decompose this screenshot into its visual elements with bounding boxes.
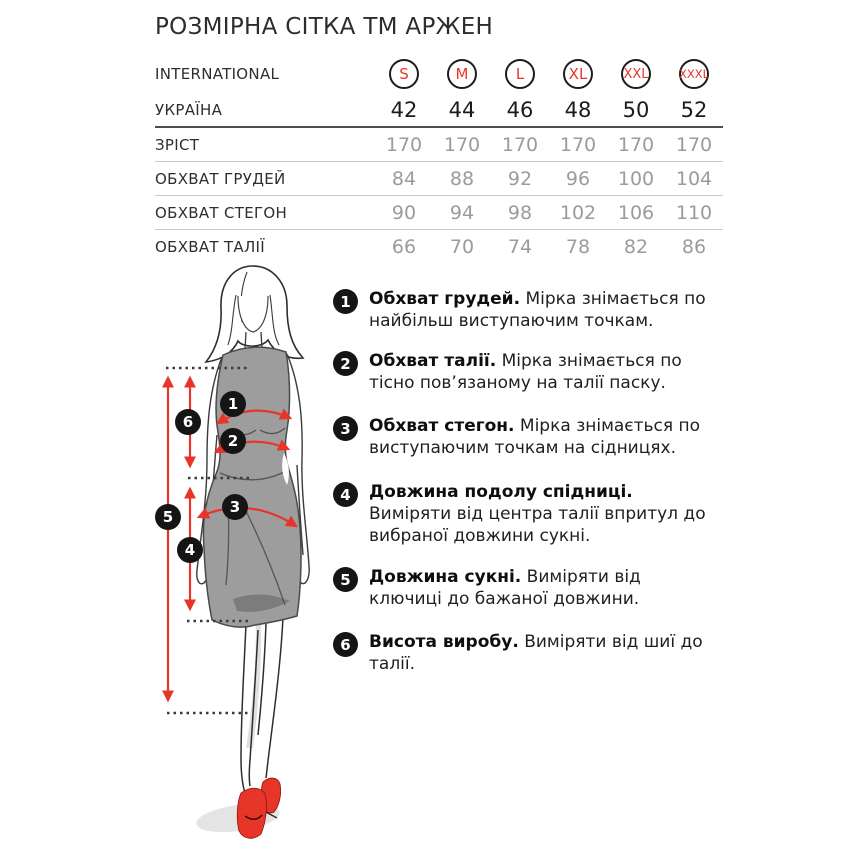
item-text: Виміряти від центра талії впритул до вибраної довжини сукні. xyxy=(369,504,706,546)
figure-badge-4-label: 4 xyxy=(184,541,196,559)
cell-value: 78 xyxy=(565,235,591,258)
cell-value: 110 xyxy=(675,201,713,224)
ukraine-size: 44 xyxy=(448,97,476,122)
ukraine-size: 46 xyxy=(506,97,534,122)
figure-badge-2-label: 2 xyxy=(227,432,239,450)
table-row-chest xyxy=(155,162,723,196)
cell-value: 170 xyxy=(675,133,713,156)
item-title: Довжина сукні. xyxy=(369,567,522,587)
intl-size-badge-s: S xyxy=(389,59,419,89)
cell-value: 170 xyxy=(385,133,423,156)
item-text: Виміряти від шиї до талії. xyxy=(369,632,703,674)
row-label: ЗРІСТ xyxy=(155,135,200,154)
row-label: ОБХВАТ ТАЛІЇ xyxy=(155,237,266,256)
cell-value: 106 xyxy=(617,201,655,224)
cell-value: 82 xyxy=(623,235,649,258)
item-number-badge: 1 xyxy=(333,289,358,314)
row-label: ОБХВАТ ГРУДЕЙ xyxy=(155,169,286,188)
table-row-ukraine xyxy=(155,93,723,128)
item-title: Довжина подолу спідниці. xyxy=(369,482,633,502)
cell-value: 92 xyxy=(507,167,533,190)
ukraine-size: 42 xyxy=(390,97,418,122)
measure-item-6 xyxy=(333,631,725,675)
cell-value: 74 xyxy=(507,235,533,258)
item-title: Обхват талії. xyxy=(369,351,497,371)
cell-value: 96 xyxy=(565,167,591,190)
cell-value: 90 xyxy=(391,201,417,224)
cell-value: 104 xyxy=(675,167,713,190)
table-row-international xyxy=(155,55,723,93)
cell-value: 70 xyxy=(449,235,475,258)
item-title: Висота виробу. xyxy=(369,632,519,652)
cell-value: 170 xyxy=(443,133,481,156)
shoe-front xyxy=(237,788,266,838)
figure-badge-6-label: 6 xyxy=(182,413,194,431)
row-label-international: INTERNATIONAL xyxy=(155,65,280,83)
cell-value: 98 xyxy=(507,201,533,224)
intl-size-badge-xl: XL xyxy=(563,59,593,89)
item-number-badge: 4 xyxy=(333,482,358,507)
cell-value: 88 xyxy=(449,167,475,190)
intl-size-badge-m: M xyxy=(447,59,477,89)
measurement-figure xyxy=(150,258,350,850)
measure-item-5 xyxy=(333,566,725,610)
leg-back xyxy=(258,617,283,778)
intl-size-badge-l: L xyxy=(505,59,535,89)
item-number-badge: 2 xyxy=(333,351,358,376)
ukraine-size: 50 xyxy=(622,97,650,122)
row-label-ukraine: УКРАЇНА xyxy=(155,100,223,119)
figure-badge-5-label: 5 xyxy=(162,508,174,526)
cell-value: 100 xyxy=(617,167,655,190)
ukraine-size: 48 xyxy=(564,97,592,122)
item-text: Мірка знімається по виступаючим точкам на сідницях. xyxy=(369,416,701,458)
intl-size-badge-xxxl: XXXL xyxy=(679,59,709,89)
item-text: Виміряти від ключиці до бажаної довжини. xyxy=(369,567,641,609)
cell-value: 102 xyxy=(559,201,597,224)
ukraine-size: 52 xyxy=(680,97,708,122)
item-title: Обхват грудей. xyxy=(369,289,521,309)
size-table xyxy=(155,55,723,263)
cell-value: 170 xyxy=(617,133,655,156)
cell-value: 66 xyxy=(391,235,417,258)
cell-value: 86 xyxy=(681,235,707,258)
table-row-hips xyxy=(155,196,723,230)
cell-value: 170 xyxy=(501,133,539,156)
page-title: РОЗМІРНА СІТКА ТМ АРЖЕН xyxy=(155,14,494,40)
cell-value: 170 xyxy=(559,133,597,156)
cell-value: 94 xyxy=(449,201,475,224)
intl-size-badge-xxl: XXL xyxy=(621,59,651,89)
measure-item-2 xyxy=(333,350,725,394)
item-number-badge: 6 xyxy=(333,632,358,657)
figure-badge-3-label: 3 xyxy=(229,498,241,516)
cell-value: 84 xyxy=(391,167,417,190)
figure-badge-1-label: 1 xyxy=(227,395,239,413)
item-number-badge: 5 xyxy=(333,567,358,592)
measure-item-4 xyxy=(333,481,725,547)
item-number-badge: 3 xyxy=(333,416,358,441)
table-row-height xyxy=(155,128,723,162)
dress xyxy=(203,347,301,627)
measure-item-1 xyxy=(333,288,725,332)
item-text: Мірка знімається по тісно пов’язаному на талії паску. xyxy=(369,351,682,393)
item-title: Обхват стегон. xyxy=(369,416,515,436)
measure-item-3 xyxy=(333,415,725,459)
item-text: Мірка знімається по найбільш виступаючим точкам. xyxy=(369,289,706,331)
row-label: ОБХВАТ СТЕГОН xyxy=(155,203,288,222)
